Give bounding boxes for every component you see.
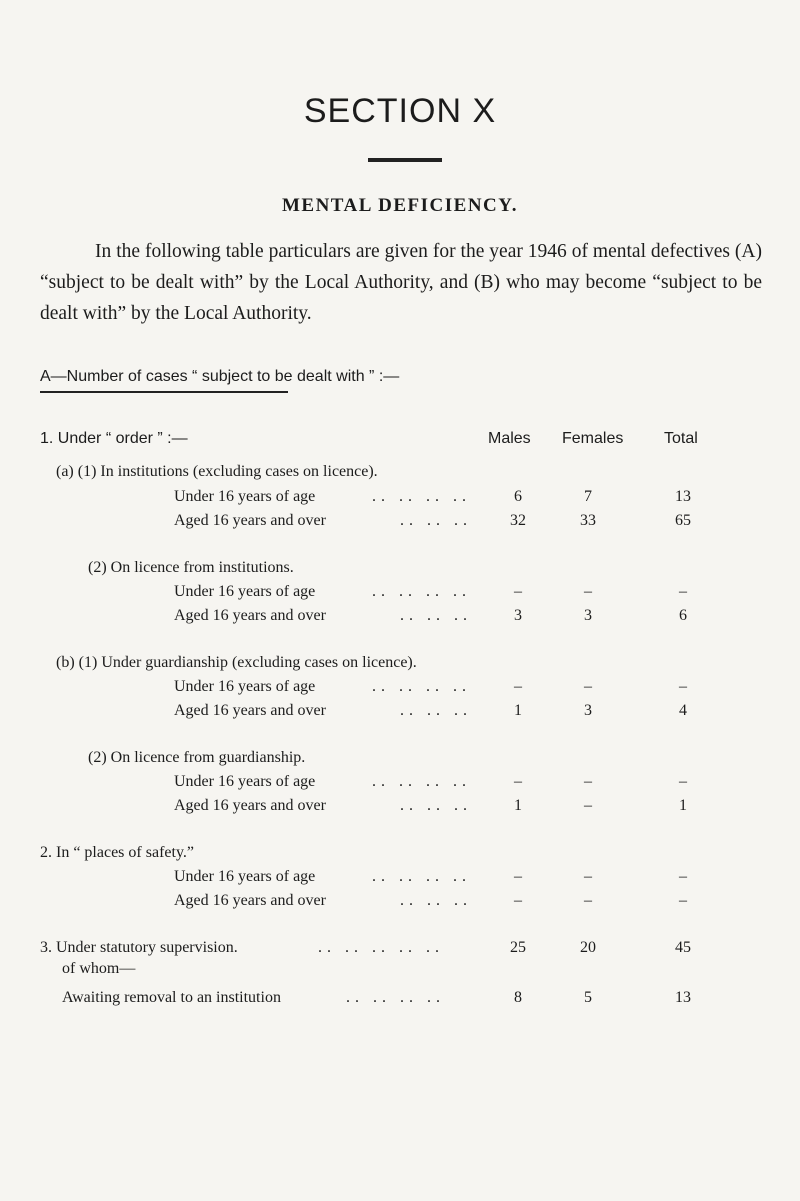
row-label: Aged 16 years and over (174, 892, 326, 909)
cell-males: – (514, 678, 522, 695)
leader-dots: .. .. .. (400, 512, 472, 529)
cell-males: 1 (514, 702, 522, 719)
group-label (0, 960, 800, 982)
row-label: Under 16 years of age (174, 583, 316, 600)
leader-dots: .. .. .. (400, 607, 472, 624)
cell-females: 33 (580, 512, 596, 529)
row-label: Aged 16 years and over (174, 702, 326, 719)
leader-dots: .. .. .. .. .. (318, 939, 444, 956)
group-label (0, 654, 800, 676)
cell-males: 25 (510, 939, 526, 956)
table-row (0, 773, 800, 795)
leader-dots: .. .. .. .. (346, 989, 445, 1006)
cell-males: 6 (514, 488, 522, 505)
col-total: Total (664, 430, 698, 447)
table-row (0, 607, 800, 629)
cell-males: 1 (514, 797, 522, 814)
title-underline (368, 158, 442, 162)
item-1-label: 1. Under “ order ” :— (40, 430, 188, 447)
part-a-heading: A—Number of cases “ subject to be dealt with ” :— (40, 368, 400, 385)
leader-dots: .. .. .. (400, 702, 472, 719)
a1-label: (a) (1) In institutions (excluding cases on licence). (56, 463, 378, 480)
cell-females: – (584, 773, 592, 790)
col-males: Males (488, 430, 531, 447)
leader-dots: .. .. .. .. (372, 773, 471, 790)
row-label: Aged 16 years and over (174, 797, 326, 814)
cell-males: 3 (514, 607, 522, 624)
leader-dots: .. .. .. .. (372, 868, 471, 885)
b2-label: (2) On licence from guardianship. (88, 749, 306, 766)
cell-females: 3 (584, 607, 592, 624)
group-label (0, 463, 800, 485)
table-row (0, 797, 800, 819)
table-row (0, 989, 800, 1011)
table-header-row (0, 430, 800, 452)
table-row (0, 892, 800, 914)
cell-total: – (679, 678, 687, 695)
group-label (0, 749, 800, 771)
row-label: Under 16 years of age (174, 868, 316, 885)
cell-males: – (514, 583, 522, 600)
table-row (0, 702, 800, 724)
cell-total: 13 (675, 488, 691, 505)
cell-total: – (679, 583, 687, 600)
table-row (0, 939, 800, 961)
cell-total: – (679, 892, 687, 909)
row-label: Under 16 years of age (174, 773, 316, 790)
cell-females: 20 (580, 939, 596, 956)
leader-dots: .. .. .. .. (372, 583, 471, 600)
cell-males: 32 (510, 512, 526, 529)
table-row (0, 488, 800, 510)
cell-females: – (584, 892, 592, 909)
cell-females: – (584, 868, 592, 885)
cell-females: – (584, 583, 592, 600)
cell-males: 8 (514, 989, 522, 1006)
cell-total: – (679, 773, 687, 790)
intro-paragraph: In the following table particulars are given for the year 1946 of mental defectives (A) “subject to be dealt with” by the Local Authority, and (B) who may become “subject to be dealt with” by the Local Authority. (40, 241, 762, 324)
cell-total: 13 (675, 989, 691, 1006)
a2-label: (2) On licence from institutions. (88, 559, 294, 576)
cell-total: 65 (675, 512, 691, 529)
row-label: 3. Under statutory supervision. (40, 939, 238, 956)
row-label: Awaiting removal to an institution (62, 989, 281, 1006)
group-label (0, 844, 800, 866)
cell-females: – (584, 678, 592, 695)
cell-females: 7 (584, 488, 592, 505)
leader-dots: .. .. .. .. (372, 678, 471, 695)
section-title: SECTION X (303, 92, 497, 130)
cell-total: 1 (679, 797, 687, 814)
cell-females: 5 (584, 989, 592, 1006)
item-3-sub: of whom— (62, 960, 136, 977)
group-label (0, 559, 800, 581)
leader-dots: .. .. .. (400, 797, 472, 814)
cell-total: 6 (679, 607, 687, 624)
table-row (0, 678, 800, 700)
row-label: Under 16 years of age (174, 488, 316, 505)
item-2-label: 2. In “ places of safety.” (40, 844, 194, 861)
subtitle: MENTAL DEFICIENCY. (281, 195, 519, 216)
cell-total: – (679, 868, 687, 885)
cell-males: – (514, 892, 522, 909)
row-label: Under 16 years of age (174, 678, 316, 695)
leader-dots: .. .. .. .. (372, 488, 471, 505)
cell-males: – (514, 868, 522, 885)
cell-total: 4 (679, 702, 687, 719)
cell-females: 3 (584, 702, 592, 719)
b1-label: (b) (1) Under guardianship (excluding cases on licence). (56, 654, 417, 671)
col-females: Females (562, 430, 624, 447)
cell-total: 45 (675, 939, 691, 956)
cell-females: – (584, 797, 592, 814)
leader-dots: .. .. .. (400, 892, 472, 909)
table-row (0, 512, 800, 534)
part-a-heading-rule (40, 391, 288, 393)
row-label: Aged 16 years and over (174, 607, 326, 624)
table-row (0, 583, 800, 605)
row-label: Aged 16 years and over (174, 512, 326, 529)
cell-males: – (514, 773, 522, 790)
table-row (0, 868, 800, 890)
